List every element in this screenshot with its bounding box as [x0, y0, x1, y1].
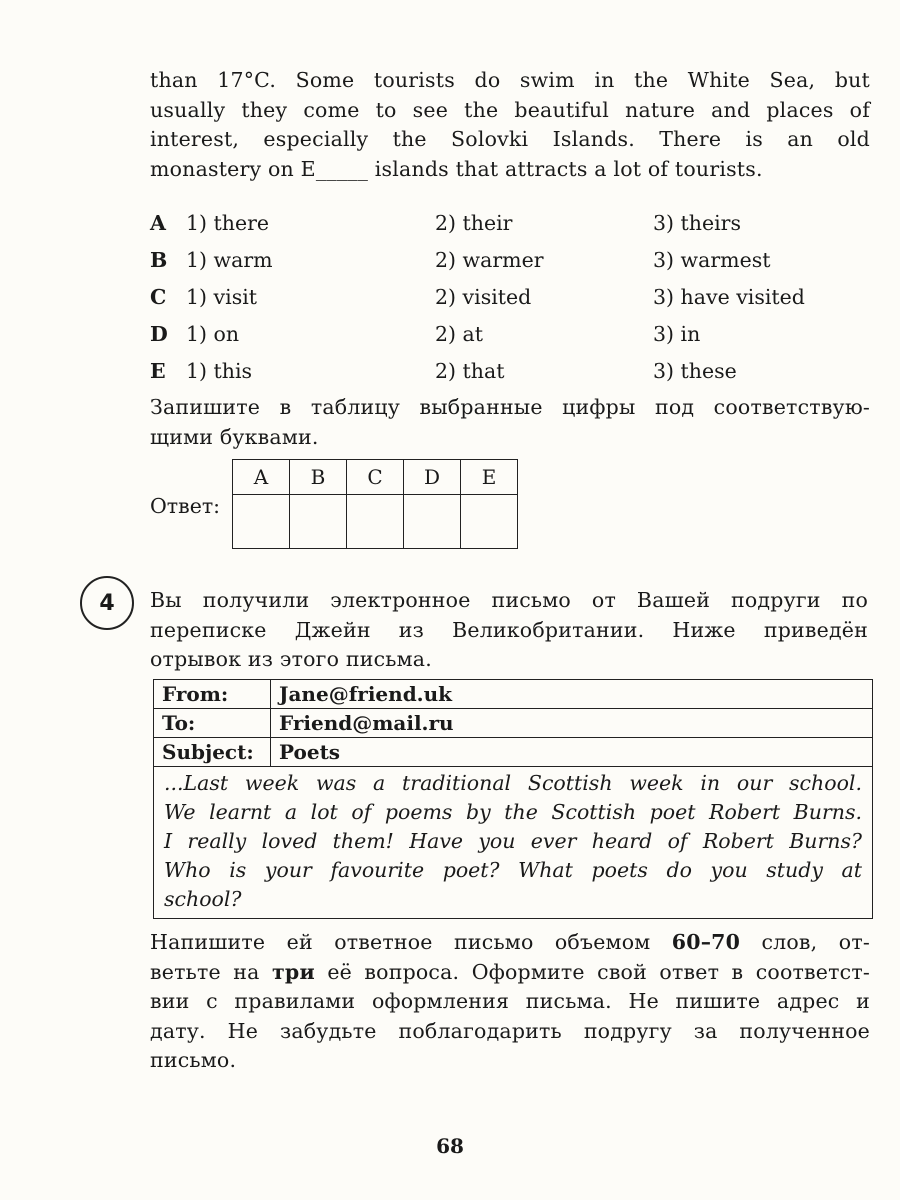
- option-2: 2) at: [435, 322, 484, 346]
- task3-instruction: [150, 393, 870, 452]
- answer-table: [232, 459, 518, 549]
- email-to-label: To:: [154, 709, 271, 738]
- task4-instructions: [150, 928, 870, 1076]
- answer-cell-e[interactable]: [461, 495, 518, 549]
- answer-cell-d[interactable]: [404, 495, 461, 549]
- instruction-line: дату. Не забудьте поблагодарить подругу за полученное: [150, 1018, 870, 1043]
- intro-line: отрывок из этого письма.: [150, 647, 432, 671]
- word-count: 60–70: [671, 930, 741, 954]
- option-letter: C: [150, 285, 167, 309]
- option-3: 3) in: [653, 322, 701, 346]
- email-subject-value: Poets: [271, 738, 873, 767]
- option-letter: B: [150, 248, 168, 272]
- option-1: 1) visit: [186, 285, 258, 309]
- email-body-line: I really loved them! Have you ever heard of Robert Burns?: [164, 829, 862, 853]
- email-body: [154, 767, 873, 919]
- option-3: 3) have visited: [653, 285, 805, 309]
- task4-intro: [150, 586, 868, 675]
- option-2: 2) their: [435, 211, 513, 235]
- option-letter: E: [150, 359, 166, 383]
- option-row-b: [150, 248, 870, 278]
- email-to-value: Friend@mail.ru: [271, 709, 873, 738]
- answer-cell-a[interactable]: [233, 495, 290, 549]
- email-from-label: From:: [154, 680, 271, 709]
- answer-header-c: C: [347, 460, 404, 495]
- instruction-line: вии с правилами оформления письма. Не пишите адрес и: [150, 989, 870, 1013]
- email-excerpt: [153, 679, 873, 919]
- question-count: три: [272, 959, 315, 984]
- option-row-e: [150, 359, 870, 389]
- instruction-text: ветьте на: [150, 959, 273, 984]
- email-subject-label: Subject:: [154, 738, 271, 767]
- option-letter: D: [150, 322, 168, 346]
- email-body-line: Who is your favourite poet? What poets do you study at: [164, 858, 862, 882]
- option-1: 1) on: [186, 322, 240, 346]
- instruction-line: [150, 958, 870, 988]
- option-row-c: [150, 285, 870, 315]
- email-body-line: ...Last week was a traditional Scottish week in our school.: [164, 771, 862, 795]
- answer-label: Ответ:: [150, 494, 221, 518]
- option-2: 2) visited: [435, 285, 532, 309]
- email-body-line: school?: [164, 887, 242, 911]
- instruction-text: Напишите ей ответное письмо объемом: [150, 930, 672, 954]
- option-3: 3) warmest: [653, 248, 771, 272]
- passage-line: monastery on E_____ islands that attracts a lot of tourists.: [150, 156, 763, 181]
- answer-header-e: E: [461, 460, 518, 495]
- option-1: 1) there: [186, 211, 270, 235]
- option-2: 2) that: [435, 359, 505, 383]
- instruction-text: слов, от-: [740, 930, 870, 954]
- task3-passage: [150, 66, 870, 184]
- answer-header-b: B: [290, 460, 347, 495]
- email-body-line: We learnt a lot of poems by the Scottish poet Robert Burns.: [164, 800, 862, 824]
- intro-line: Вы получили электронное письмо от Вашей подруги по: [150, 588, 868, 612]
- option-3: 3) theirs: [653, 211, 742, 235]
- passage-line: than 17°C. Some tourists do swim in the White Sea, but: [150, 68, 870, 92]
- answer-cell-c[interactable]: [347, 495, 404, 549]
- task-number-badge: 4: [80, 576, 134, 630]
- instruction-line: письмо.: [150, 1048, 237, 1072]
- option-1: 1) warm: [186, 248, 273, 272]
- answer-header-a: A: [233, 460, 290, 495]
- instruction-text: её вопроса. Оформите свой ответ в соответст-: [314, 959, 870, 984]
- option-letter: A: [150, 211, 166, 235]
- page-number: 68: [436, 1134, 464, 1158]
- email-from-value: Jane@friend.uk: [271, 680, 873, 709]
- option-3: 3) these: [653, 359, 737, 383]
- answer-header-d: D: [404, 460, 461, 495]
- passage-line: interest, especially the Solovki Islands. There is an old: [150, 127, 870, 151]
- option-1: 1) this: [186, 359, 253, 383]
- passage-line: usually they come to see the beautiful nature and places of: [150, 97, 870, 122]
- instruction-line: [150, 928, 870, 958]
- option-row-d: [150, 322, 870, 352]
- option-2: 2) warmer: [435, 248, 544, 272]
- intro-line: переписке Джейн из Великобритании. Ниже приведён: [150, 617, 868, 642]
- instruction-line: щими буквами.: [150, 424, 319, 449]
- answer-cell-b[interactable]: [290, 495, 347, 549]
- option-row-a: [150, 211, 870, 241]
- instruction-line: Запишите в таблицу выбранные цифры под соответствую-: [150, 395, 870, 419]
